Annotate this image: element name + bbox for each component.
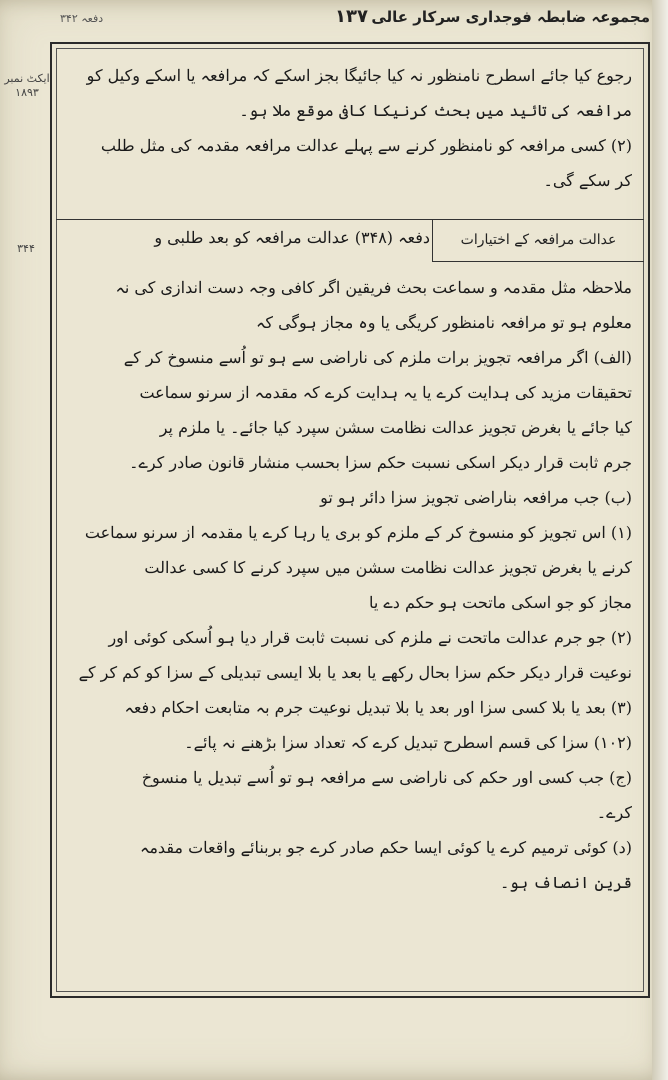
page-number: ۱۳۷: [335, 6, 368, 27]
text-line: نوعیت قرار دیکر حکم سزا بحال رکھے یا بعد یا بلا ایسی تبدیلی کے سزا کو کم کر کے: [78, 663, 632, 682]
text-line: (۳) بعد یا بلا کسی سزا اور بعد یا بلا تبدیل نوعیت جرم بہ متابعت احکام دفعہ: [124, 698, 632, 717]
text-line: (ب) جب مرافعہ بناراضی تجویز سزا دائر ہو تو: [320, 488, 632, 507]
text-line: مجاز کو جو اسکی ماتحت ہو حکم دے یا: [368, 593, 632, 612]
text-line: (۱۰۲) سزا کی قسم اسطرح تبدیل کرے کہ تعداد سزا بڑھنے نہ پائے۔: [184, 733, 632, 752]
text-line: کرنے یا بغرض تجویز عدالت نظامت سشن میں سپرد کرنے کا کسی عدالت: [144, 558, 632, 577]
text-line: جرم ثابت قرار دیکر اسکی نسبت حکم سزا بحسب منشار قانون صادر کرے۔: [129, 453, 632, 472]
section-side-heading: عدالت مرافعہ کے اختیارات: [432, 220, 644, 262]
text-line: (الف) اگر مرافعہ تجویز برات ملزم کی ناراضی سے ہو تو اُسے منسوخ کر کے: [123, 348, 632, 367]
text-line: (۲) کسی مرافعہ کو نامنظور کرنے سے پہلے عدالت مرافعہ مقدمہ کی مثل طلب: [100, 136, 632, 155]
section-heading: دفعہ (۳۴۸) عدالت مرافعہ کو بعد طلبی و: [154, 228, 430, 247]
running-section-ref: دفعہ ۳۴۲: [60, 12, 104, 25]
text-line: رجوع کیا جائے اسطرح نامنظور نہ کیا جائیگا بجز اسکے کہ مرافعہ یا اسکے وکیل کو: [86, 66, 632, 85]
text-line: کیا جائے یا بغرض تجویز عدالت نظامت سشن سپرد کیا جائے۔ یا ملزم پر: [159, 418, 632, 437]
text-line: مرافعہ کی تائید میں بحث کرنیکا کافی موقع ملا ہو۔: [239, 101, 632, 120]
text-line: (۱) اس تجویز کو منسوخ کر کے ملزم کو بری یا رہا کرے یا مقدمہ از سرنو سماعت: [84, 523, 632, 542]
page-edge-shadow: [652, 0, 668, 1080]
text-line: معلوم ہو تو مرافعہ نامنظور کریگی یا وہ مجاز ہوگی کہ: [256, 313, 632, 332]
book-title: مجموعہ ضابطہ فوجداری سرکار عالی: [371, 8, 650, 26]
top-paragraph: [70, 58, 632, 198]
main-paragraph: [70, 270, 632, 900]
text-line: ملاحظہ مثل مقدمہ و سماعت بحث فریقین اگر کافی وجہ دست اندازی کی نہ: [115, 278, 632, 297]
text-line: کر سکے گی۔: [543, 171, 632, 190]
text-line: تحقیقات مزید کی ہدایت کرے یا یہ ہدایت کرے کہ مقدمہ از سرنو سماعت: [139, 383, 632, 402]
text-line: (۲) جو جرم عدالت ماتحت نے ملزم کی نسبت ثابت قرار دیا ہو اُسکی کوئی اور: [108, 628, 632, 647]
text-line: کرے۔: [596, 803, 632, 822]
text-line: قرین انصاف ہو۔: [499, 873, 632, 892]
page-header: [60, 6, 650, 34]
text-line: (د) کوئی ترمیم کرے یا کوئی ایسا حکم صادر کرے جو بربنائے واقعات مقدمہ: [139, 838, 632, 857]
text-line: (ج) جب کسی اور حکم کی ناراضی سے مرافعہ ہو تو اُسے تبدیل یا منسوخ: [141, 768, 632, 787]
margin-note-section: ۳۴۴: [17, 242, 35, 255]
margin-note-act: ایکٹ نمبر ۱۸۹۳: [4, 72, 50, 99]
